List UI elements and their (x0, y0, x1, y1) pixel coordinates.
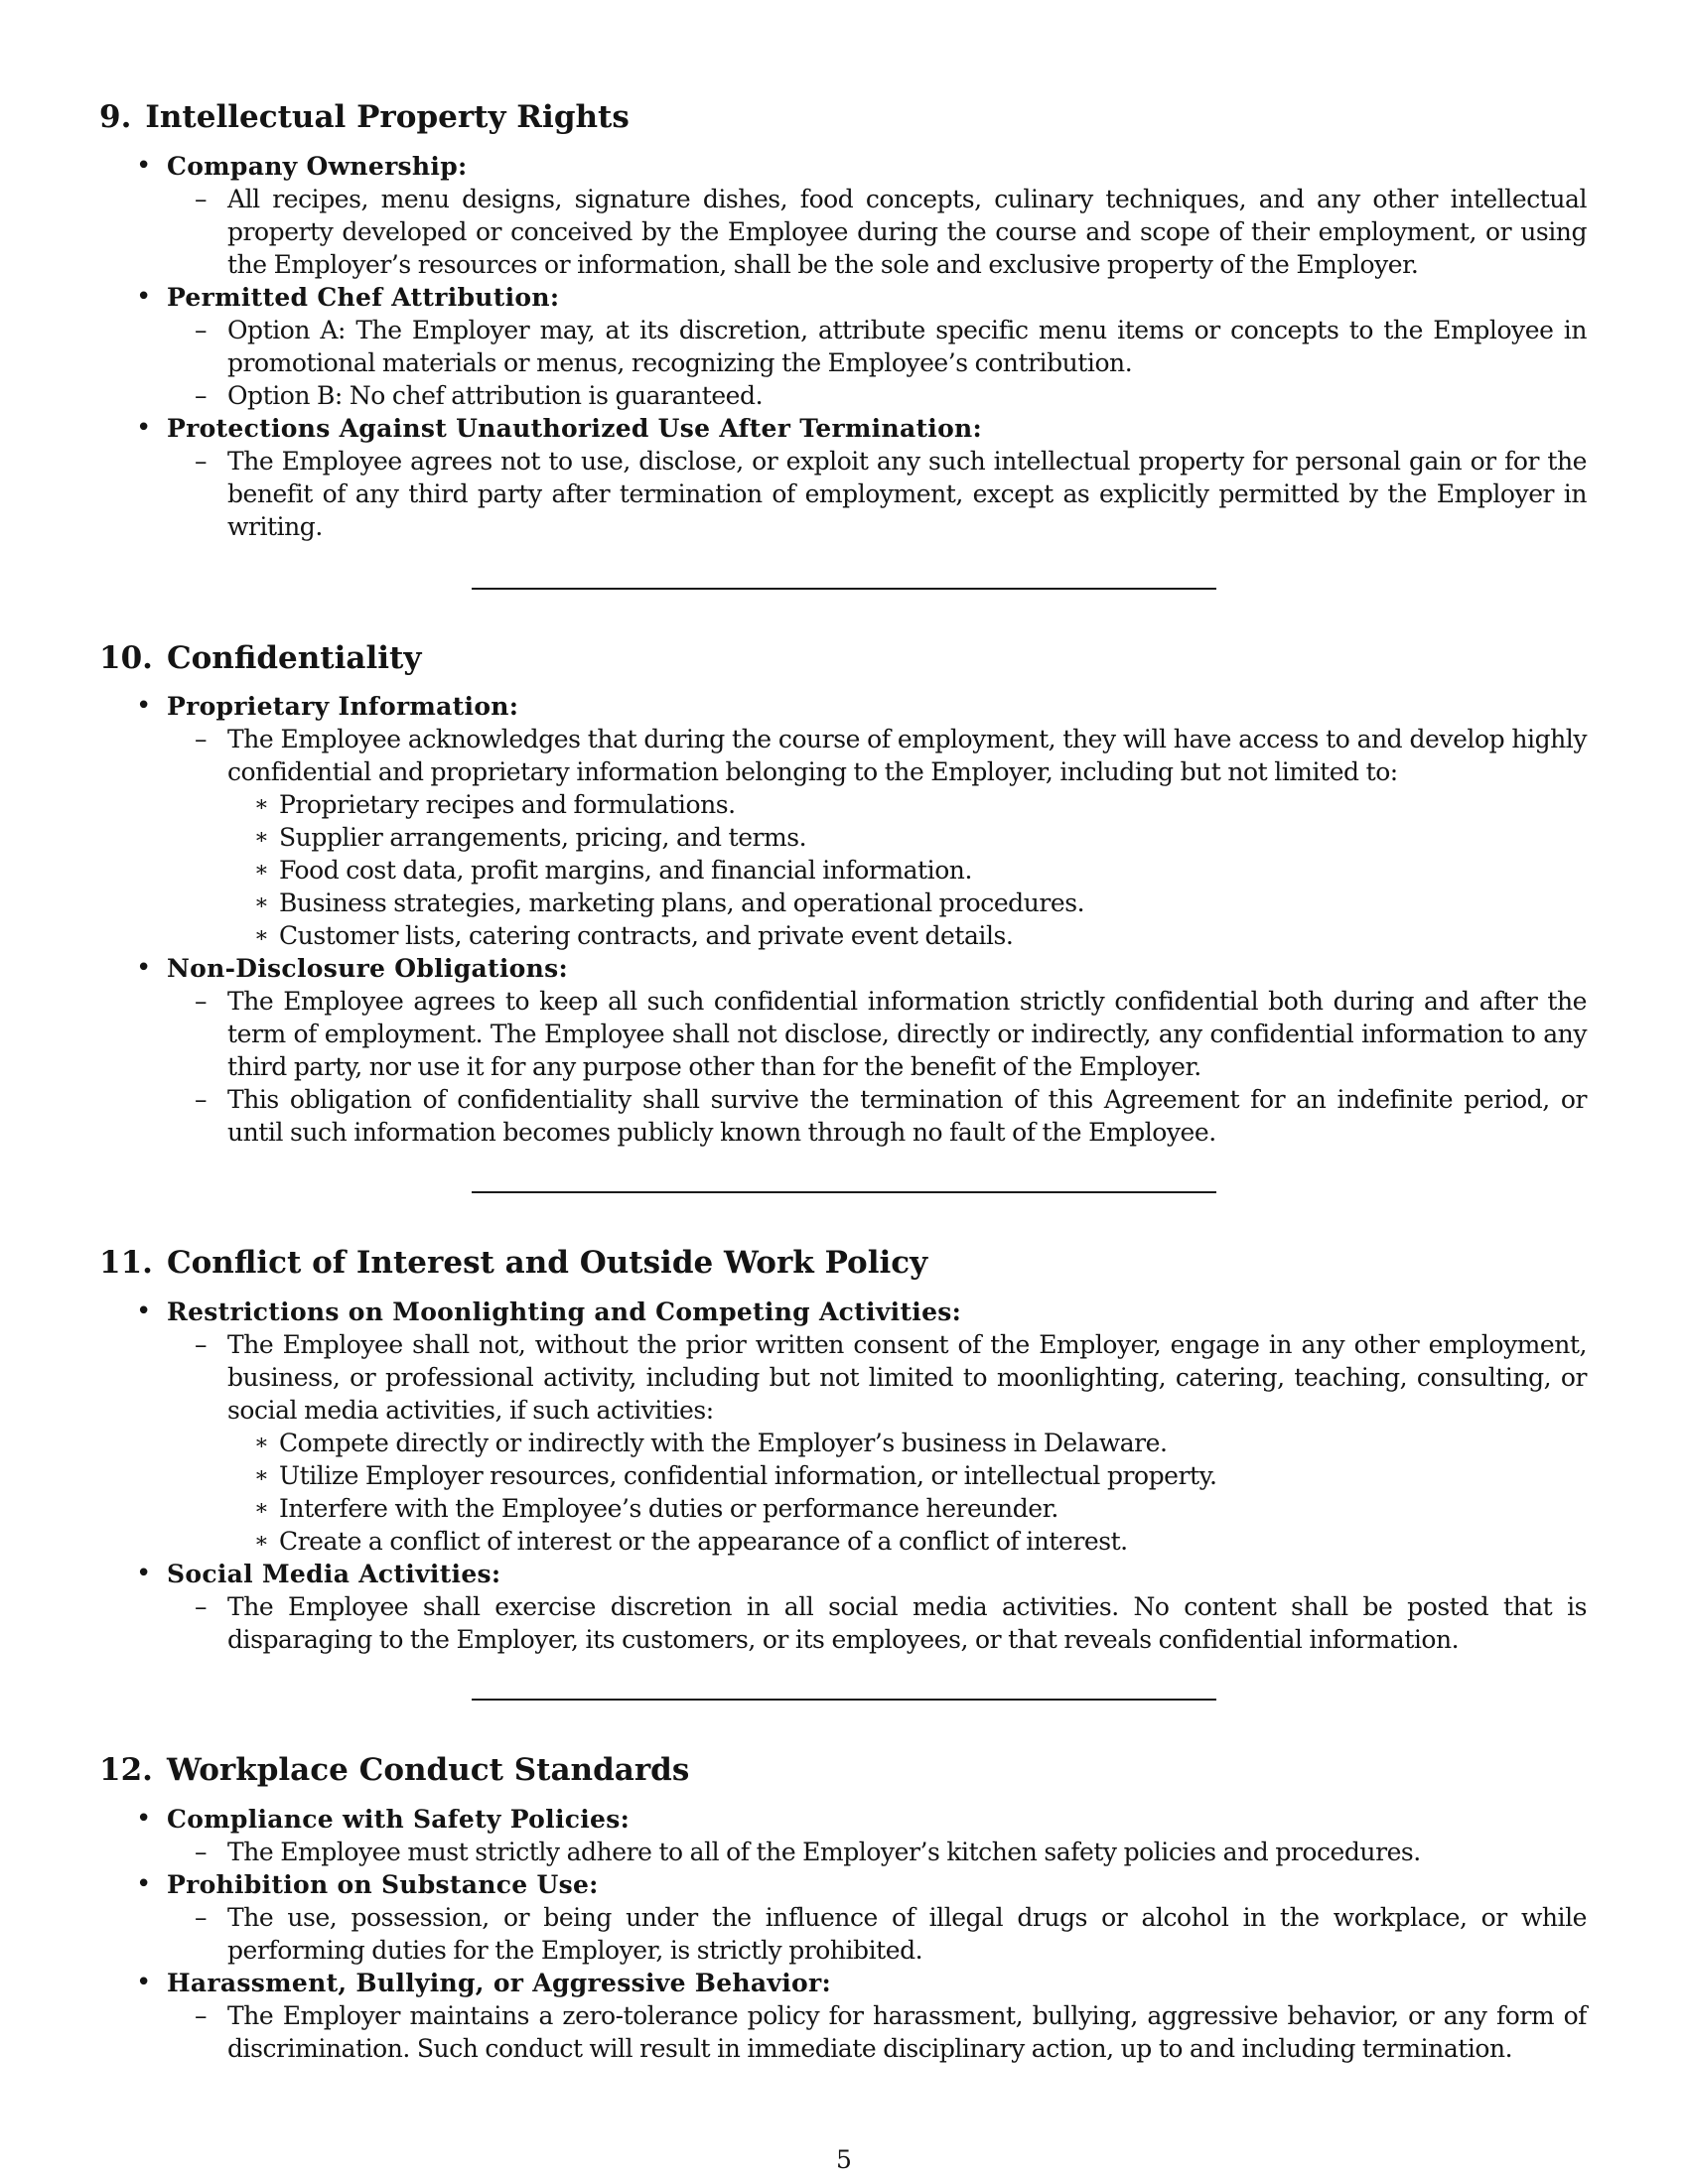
item-heading: • Prohibition on Substance Use: (167, 1870, 599, 1899)
section-title: Workplace Conduct Standards (166, 1752, 690, 1788)
sub-list-item (227, 1836, 1587, 1868)
nested-list-item (279, 1525, 1587, 1558)
nested-item-text: ∗ Compete directly or indirectly with the Employer’s business in Delaware. (279, 1429, 1168, 1457)
paragraph: – The Employee shall not, without the prior written consent of the Employer, engage in any other employment, business, or professional activity, including but not limited to moonlighting, catering, teaching, consulting, or social media activities, if such activities: (227, 1330, 1587, 1425)
nested-item-text: ∗ Food cost data, profit margins, and financial information. (279, 856, 972, 885)
paragraph: – The Employer maintains a zero-tolerance policy for harassment, bullying, aggressive behavior, or any form of discrimination. Such conduct will result in immediate disciplinary action, up to and including termination. (227, 2001, 1587, 2063)
nested-item-text: ∗ Customer lists, catering contracts, and private event details. (279, 921, 1014, 950)
sub-list-item (227, 1590, 1587, 1656)
sub-list-item (227, 985, 1587, 1083)
item-heading: • Compliance with Safety Policies: (167, 1805, 631, 1834)
paragraph: – All recipes, menu designs, signature dishes, food concepts, culinary techniques, and any other intellectual property developed or conceived by the Employee during the course and scope of their employment, or using the Employer’s resources or information, shall be the sole and exclusive property of the Employer. (227, 185, 1587, 279)
paragraph: – Option B: No chef attribution is guaranteed. (227, 381, 764, 410)
nested-item-text: ∗ Create a conflict of interest or the appearance of a conflict of interest. (279, 1527, 1128, 1556)
section-title: Confidentiality (166, 640, 422, 676)
paragraph: – The Employee shall exercise discretion in all social media activities. No content shall be posted that is disparaging to the Employer, its customers, or its employees, or that reveals confidential information. (227, 1592, 1587, 1654)
nested-list (227, 1427, 1587, 1558)
section-number: 12. (99, 1752, 153, 1788)
paragraph: – The Employee agrees to keep all such confidential information strictly confidential both during and after the term of employment. The Employee shall not disclose, directly or indirectly, any confidential information to any third party, nor use it for any purpose other than for the benefit of the Employer. (227, 987, 1587, 1081)
list-item (0, 281, 1587, 412)
section-divider (472, 588, 1216, 590)
sub-list (167, 985, 1587, 1149)
nested-list-item (279, 919, 1587, 952)
sub-list-item (227, 1328, 1587, 1558)
sub-list-item (227, 379, 1587, 412)
nested-list-item (279, 887, 1587, 919)
paragraph: – This obligation of confidentiality shall survive the termination of this Agreement for an indefinite period, or until such information becomes publicly known through no fault of the Employee. (227, 1085, 1587, 1147)
item-heading: • Harassment, Bullying, or Aggressive Behavior: (167, 1969, 831, 1997)
list-item (0, 1803, 1587, 1868)
sub-list (167, 1901, 1587, 1967)
nested-item-text: ∗ Proprietary recipes and formulations. (279, 790, 736, 819)
item-heading: • Protections Against Unauthorized Use After Termination: (167, 414, 983, 443)
sub-list (167, 1590, 1587, 1656)
sub-list-item (227, 1999, 1587, 2065)
sub-list (167, 1328, 1587, 1558)
sub-list (167, 1999, 1587, 2065)
section-list (0, 150, 1587, 543)
paragraph: – Option A: The Employer may, at its discretion, attribute specific menu items or concepts to the Employee in promotional materials or menus, recognizing the Employee’s contribution. (227, 316, 1587, 377)
section-list (0, 1296, 1587, 1656)
nested-item-text: ∗ Interfere with the Employee’s duties or performance hereunder. (279, 1494, 1058, 1523)
item-heading: • Company Ownership: (167, 152, 468, 181)
item-heading: • Non-Disclosure Obligations: (167, 954, 568, 983)
nested-list-item (279, 854, 1587, 887)
list-item (0, 690, 1587, 952)
nested-item-text: ∗ Utilize Employer resources, confidential information, or intellectual property. (279, 1461, 1217, 1490)
list-item (0, 952, 1587, 1149)
sub-list-item (227, 183, 1587, 281)
nested-list-item (279, 1492, 1587, 1525)
paragraph: – The use, possession, or being under the influence of illegal drugs or alcohol in the workplace, or while performing duties for the Employer, is strictly prohibited. (227, 1903, 1587, 1965)
list-item (0, 1967, 1587, 2065)
nested-item-text: ∗ Business strategies, marketing plans, and operational procedures. (279, 888, 1085, 917)
list-item (0, 150, 1587, 281)
item-heading: • Proprietary Information: (167, 692, 519, 721)
nested-list-item (279, 821, 1587, 854)
section-heading (99, 1243, 927, 1283)
paragraph: – The Employee agrees not to use, disclose, or exploit any such intellectual property for personal gain or for the benefit of any third party after termination of employment, except as explicitly permitted by the Employer in writing. (227, 447, 1587, 541)
sub-list (167, 183, 1587, 281)
sub-list-item (227, 1901, 1587, 1967)
section-heading (99, 1750, 689, 1790)
paragraph: – The Employee acknowledges that during the course of employment, they will have access to and develop highly confidential and proprietary information belonging to the Employer, including but not limited to: (227, 725, 1587, 786)
section-number: 9. (99, 99, 132, 135)
sub-list (167, 445, 1587, 543)
section-list (0, 690, 1587, 1149)
page-number: 5 (836, 2145, 852, 2174)
nested-list-item (279, 1459, 1587, 1492)
sub-list-item (227, 445, 1587, 543)
sub-list-item (227, 1083, 1587, 1149)
sub-list (167, 314, 1587, 412)
item-heading: • Social Media Activities: (167, 1560, 501, 1588)
section-title: Intellectual Property Rights (145, 99, 630, 135)
item-heading: • Permitted Chef Attribution: (167, 283, 560, 312)
list-item (0, 1558, 1587, 1656)
section-title: Conflict of Interest and Outside Work Policy (166, 1245, 928, 1281)
nested-list-item (279, 788, 1587, 821)
list-item (0, 1868, 1587, 1967)
item-heading: • Restrictions on Moonlighting and Competing Activities: (167, 1297, 962, 1326)
section-number: 11. (99, 1245, 153, 1281)
section-heading (99, 97, 630, 137)
list-item (0, 1296, 1587, 1558)
nested-list (227, 788, 1587, 952)
section-number: 10. (99, 640, 153, 676)
section-list (0, 1803, 1587, 2065)
section-heading (99, 638, 421, 678)
nested-item-text: ∗ Supplier arrangements, pricing, and terms. (279, 823, 807, 852)
section-divider (472, 1699, 1216, 1701)
sub-list-item (227, 723, 1587, 952)
nested-list-item (279, 1427, 1587, 1459)
list-item (0, 412, 1587, 543)
section-divider (472, 1191, 1216, 1193)
sub-list (167, 723, 1587, 952)
sub-list-item (227, 314, 1587, 379)
paragraph: – The Employee must strictly adhere to all of the Employer’s kitchen safety policies and procedures. (227, 1838, 1421, 1866)
sub-list (167, 1836, 1587, 1868)
